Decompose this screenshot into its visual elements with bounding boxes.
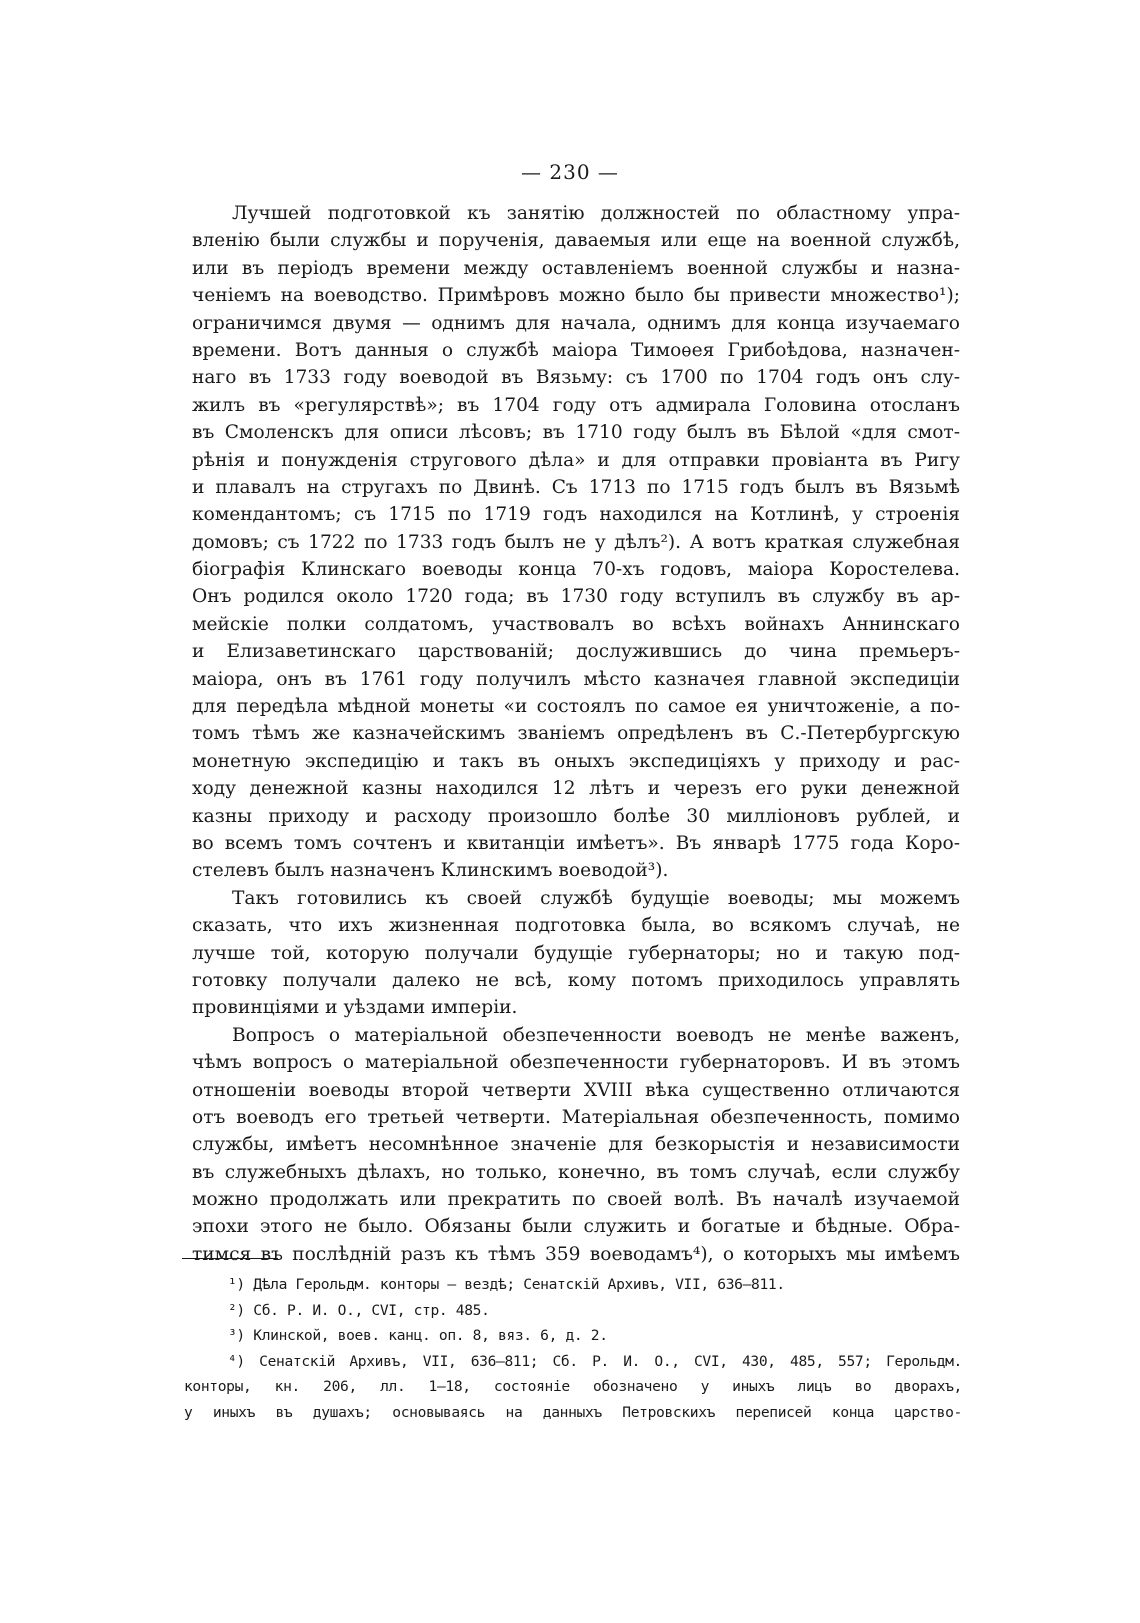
paragraph-3 xyxy=(192,1022,960,1269)
text-line: времени. Вотъ данныя о службѣ маіора Тимоѳея Грибоѣдова, назначен- xyxy=(192,339,960,361)
footnote-divider xyxy=(182,1258,278,1259)
text-line: томъ тѣмъ же казначейскимъ званіемъ опредѣленъ въ С.-Петербургскую xyxy=(192,723,960,745)
text-line: наго въ 1733 году воеводой въ Вязьму: съ 1700 по 1704 годъ онъ слу- xyxy=(192,367,960,389)
text-line: можно продолжать или прекратить по своей волѣ. Въ началѣ изучаемой xyxy=(192,1189,960,1211)
text-line: и плавалъ на стругахъ по Двинѣ. Съ 1713 по 1715 годъ былъ въ Вязьмѣ xyxy=(192,476,960,498)
footnote-line: ²) Сб. Р. И. О., CVI, стр. 485. xyxy=(228,1301,490,1319)
text-line: лучше той, которую получали будущіе губернаторы; но и такую под- xyxy=(192,942,960,964)
text-line: вленію были службы и порученія, даваемыя или еще на военной службѣ, xyxy=(192,230,960,252)
footnote-1 xyxy=(184,1272,962,1298)
text-line: отношеніи воеводы второй четверти XVIII вѣка существенно отличаются xyxy=(192,1079,960,1101)
text-line: провинціями и уѣздами имперіи. xyxy=(192,997,518,1019)
text-line: сказать, что ихъ жизненная подготовка была, во всякомъ случаѣ, не xyxy=(192,915,960,937)
footnote-4 xyxy=(184,1349,962,1426)
paragraph-2 xyxy=(192,885,960,1022)
text-line: во всемъ томъ сочтенъ и квитанціи имѣетъ». Въ январѣ 1775 года Коро- xyxy=(192,832,960,854)
text-line: или въ періодъ времени между оставленіемъ военной службы и назна- xyxy=(192,257,960,279)
footnote-2 xyxy=(184,1298,962,1324)
footnote-line: ⁴) Сенатскій Архивъ, VII, 636—811; Сб. Р. И. О., CVI, 430, 485, 557; Герольдм. xyxy=(228,1352,962,1370)
text-line: чѣмъ вопросъ о матеріальной обезпеченности губернаторовъ. И въ этомъ xyxy=(192,1052,960,1074)
page-number: — 230 — xyxy=(521,160,619,184)
text-line: маіора, онъ въ 1761 году получилъ мѣсто казначея главной экспедиціи xyxy=(192,668,960,690)
body-text xyxy=(192,200,960,1268)
text-line: Лучшей подготовкой къ занятію должностей по областному упра- xyxy=(232,203,960,224)
footnote-line: у иныхъ въ душахъ; основываясь на данныхъ Петровскихъ переписей конца царство- xyxy=(184,1403,962,1421)
footnote-line: конторы, кн. 206, лл. 1—18, состояніе обозначено у иныхъ лицъ во дворахъ, xyxy=(184,1378,962,1396)
text-line: эпохи этого не было. Обязаны были служить и богатые и бѣдные. Обра- xyxy=(192,1216,960,1238)
text-line: рѣнія и понужденія стругового дѣла» и для отправки провіанта въ Ригу xyxy=(192,449,960,471)
text-line: ходу денежной казны находился 12 лѣтъ и черезъ его руки денежной xyxy=(192,778,960,800)
text-line: службы, имѣетъ несомнѣнное значеніе для безкорыстія и независимости xyxy=(192,1134,960,1156)
text-line: Такъ готовились къ своей службѣ будущіе воеводы; мы можемъ xyxy=(232,887,960,909)
footnote-3 xyxy=(184,1323,962,1349)
text-line: домовъ; съ 1722 по 1733 годъ былъ не у дѣлъ²). А вотъ краткая служебная xyxy=(192,531,960,553)
text-line: ченіемъ на воеводство. Примѣровъ можно было бы привести множество¹); xyxy=(192,285,960,307)
text-line: ограничимся двумя — однимъ для начала, однимъ для конца изучаемаго xyxy=(192,312,960,334)
text-line: монетную экспедицію и такъ въ оныхъ экспедиціяхъ у приходу и рас- xyxy=(192,750,960,772)
text-line: стелевъ былъ назначенъ Клинскимъ воеводой³). xyxy=(192,860,669,882)
text-line: комендантомъ; съ 1715 по 1719 годъ находился на Котлинѣ, у строенія xyxy=(192,504,960,526)
text-line: въ служебныхъ дѣлахъ, но только, конечно, въ томъ случаѣ, если службу xyxy=(192,1161,960,1183)
text-line: казны приходу и расходу произошло болѣе 30 милліоновъ рублей, и xyxy=(192,805,960,827)
paragraph-1 xyxy=(192,200,960,885)
footnotes xyxy=(184,1272,962,1426)
text-line: готовку получали далеко не всѣ, кому потомъ приходилось управлять xyxy=(192,969,960,991)
text-line: біографія Клинскаго воеводы конца 70-хъ годовъ, маіора Коростелева. xyxy=(192,559,960,581)
text-line: жилъ въ «регулярствѣ»; въ 1704 году отъ адмирала Головина отосланъ xyxy=(192,394,960,416)
text-line: Онъ родился около 1720 года; въ 1730 году вступилъ въ службу въ ар- xyxy=(192,586,960,608)
footnote-line: ¹) Дѣла Герольдм. конторы — вездѣ; Сенатскій Архивъ, VII, 636—811. xyxy=(228,1276,785,1293)
text-line: для передѣла мѣдной монеты «и состоялъ по самое ея уничтоженіе, а по- xyxy=(192,696,960,718)
footnote-line: ³) Клинской, воев. канц. оп. 8, вяз. 6, д. 2. xyxy=(228,1327,608,1345)
text-line: Вопросъ о матеріальной обезпеченности воеводъ не менѣе важенъ, xyxy=(232,1024,960,1046)
text-line: и Елизаветинскаго царствованій; дослужившись до чина премьеръ- xyxy=(192,641,960,663)
text-line: мейскіе полки солдатомъ, участвовалъ во всѣхъ войнахъ Аннинскаго xyxy=(192,613,960,635)
text-line: отъ воеводъ его третьей четверти. Матеріальная обезпеченность, помимо xyxy=(192,1106,960,1128)
text-line: тимся въ послѣдній разъ къ тѣмъ 359 воеводамъ⁴), о которыхъ мы имѣемъ xyxy=(192,1243,960,1265)
text-line: въ Смоленскъ для описи лѣсовъ; въ 1710 году былъ въ Бѣлой «для смот- xyxy=(192,422,960,444)
